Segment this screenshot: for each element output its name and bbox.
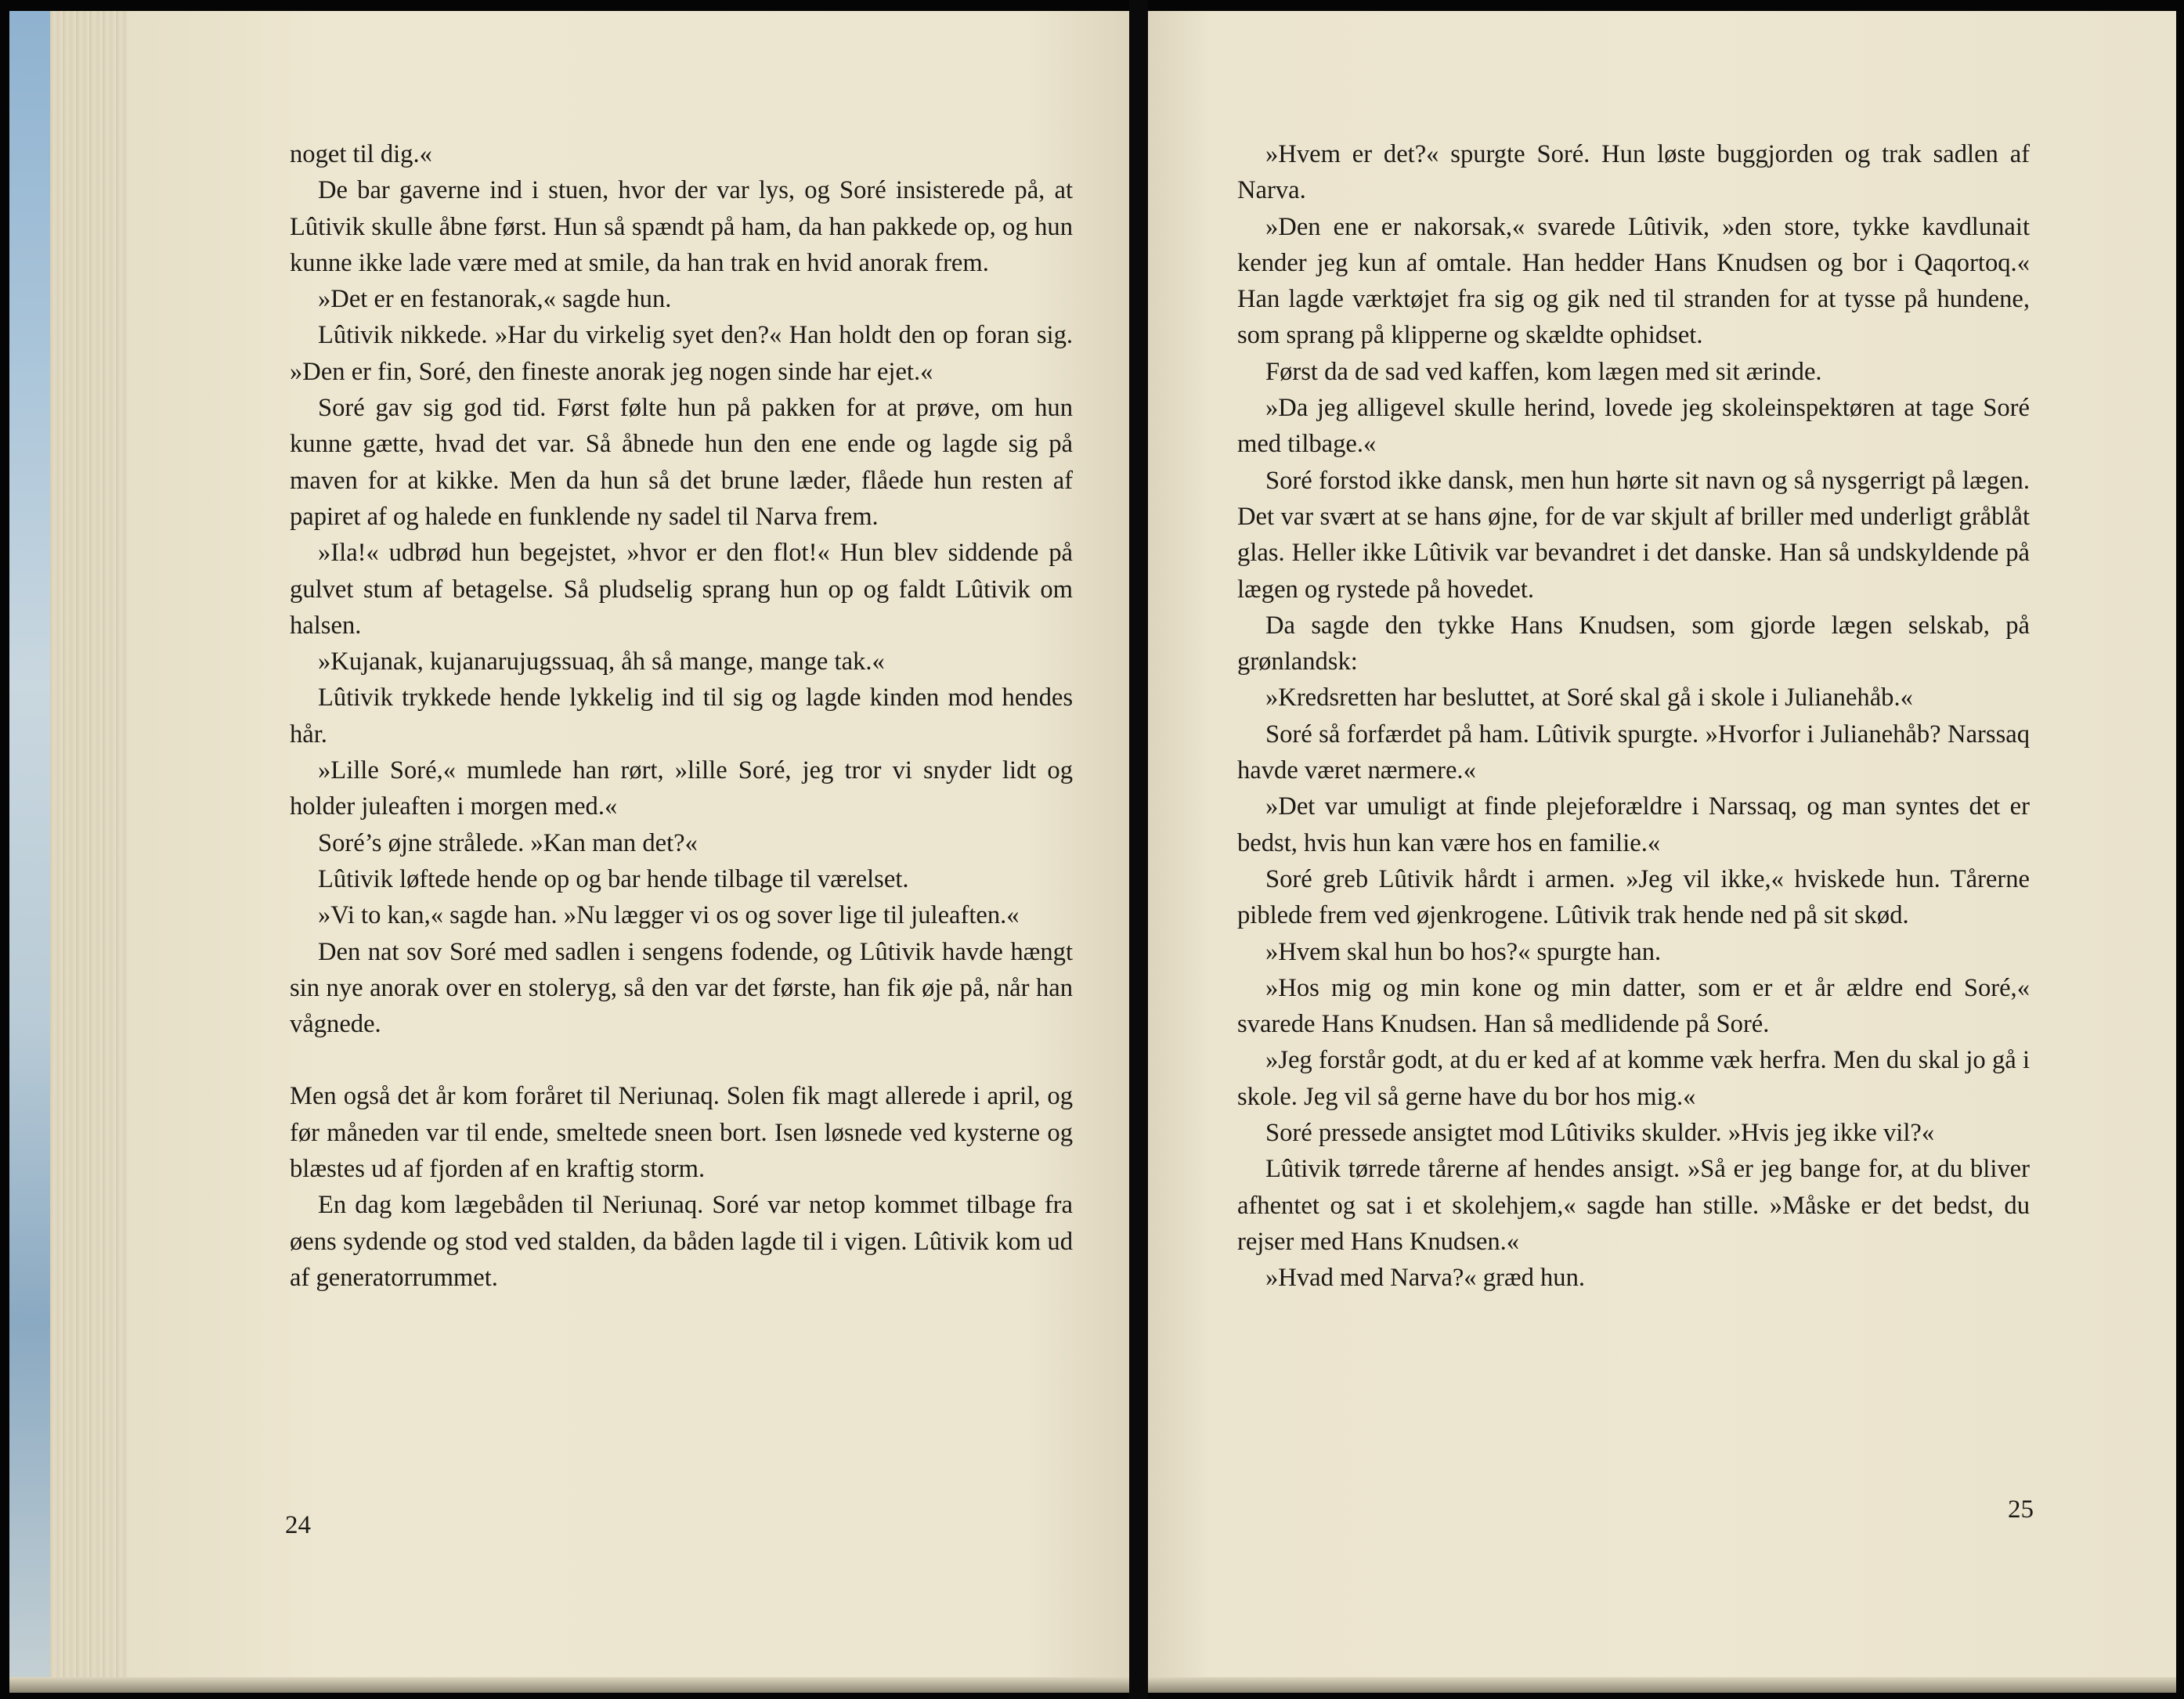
right-page-text — [1237, 136, 2030, 1297]
paragraph: »Vi to kan,« sagde han. »Nu lægger vi os og sover lige til juleaften.« — [318, 901, 1020, 930]
left-page — [9, 11, 1129, 1693]
paragraph: Lûtivik trykkede hende lykkelig ind til sig og lagde kinden mod hendes hår. — [290, 684, 1073, 748]
paragraph: De bar gaverne ind i stuen, hvor der var lys, og Soré insisterede på, at Lûtivik skulle åbne først. Hun så spændt på ham, da han pakkede op, og hun kunne ikke lade være med at smile, da han trak en hvid anorak frem. — [290, 176, 1073, 277]
paragraph: Soré pressede ansigtet mod Lûtiviks skulder. »Hvis jeg ikke vil?« — [1265, 1119, 1935, 1148]
paragraph: »Det er en festanorak,« sagde hun. — [318, 285, 672, 314]
paragraph: En dag kom lægebåden til Neriunaq. Soré var netop kommet tilbage fra øens sydende og stod ved stalden, da båden lagde til i vigen. Lûtivik kom ud af generatorrummet. — [290, 1191, 1073, 1292]
paragraph: »Jeg forstår godt, at du er ked af at komme væk herfra. Men du skal jo gå i skole. Jeg vil så gerne have du bor hos mig.« — [1237, 1046, 2030, 1111]
paragraph: Soré forstod ikke dansk, men hun hørte sit navn og så nysgerrigt på lægen. Det var svært at se hans øjne, for de var skjult af briller med underligt gråblåt glas. Heller ikke Lûtivik var bevandret i det danske. Han så undskyldende på lægen og rystede på hovedet. — [1237, 466, 2030, 604]
paragraph: »Lille Soré,« mumlede han rørt, »lille Soré, jeg tror vi snyder lidt og holder juleaften i morgen med.« — [290, 756, 1073, 821]
paragraph: Soré’s øjne strålede. »Kan man det?« — [318, 828, 698, 857]
paragraph: Da sagde den tykke Hans Knudsen, som gjorde lægen selskab, på grønlandsk: — [1237, 611, 2030, 676]
paragraph: »Kredsretten har besluttet, at Soré skal gå i skole i Julianehåb.« — [1265, 684, 1913, 712]
paragraph: »Det var umuligt at finde plejeforældre i Narssaq, og man syntes det er bedst, hvis hun kan være hos en familie.« — [1237, 792, 2030, 857]
paragraph: »Hvem er det?« spurgte Soré. Hun løste buggjorden og trak sadlen af Narva. — [1237, 140, 2030, 205]
book-gutter — [1129, 0, 1148, 1699]
section-paragraph: Men også det år kom foråret til Neriunaq. Solen fik magt allerede i april, og før måneden var til ende, smeltede sneen bort. Isen løsnede ved kysterne og blæstes ud af fjorden af en kraftig storm. — [290, 1082, 1073, 1184]
page-number: 25 — [2008, 1495, 2034, 1524]
paragraph: noget til dig.« — [290, 140, 432, 168]
paragraph: »Den ene er nakorsak,« svarede Lûtivik, »den store, tykke kavdlunait kender jeg kun af omtale. Han hedder Hans Knudsen og bor i Qaqortoq.« Han lagde værktøjet fra sig og gik ned til stranden for at tysse på hundene, som sprang på klipperne og skældte ophidset. — [1237, 212, 2030, 350]
paragraph: Først da de sad ved kaffen, kom lægen med sit ærinde. — [1265, 357, 1822, 386]
paragraph: »Ila!« udbrød hun begejstet, »hvor er den flot!« Hun blev siddende på gulvet stum af betagelse. Så pludselig sprang hun op og faldt Lûtivik om halsen. — [290, 539, 1073, 640]
paragraph: Soré greb Lûtivik hårdt i armen. »Jeg vil ikke,« hviskede hun. Tårerne piblede frem ved øjenkrogene. Lûtivik trak hende ned på sit skød. — [1237, 864, 2030, 930]
paragraph: »Hvem skal hun bo hos?« spurgte han. — [1265, 937, 1662, 966]
paragraph: »Hos mig og min kone og min datter, som er et år ældre end Soré,« svarede Hans Knudsen. Han så medlidende på Soré. — [1237, 973, 2030, 1039]
paragraph: Lûtivik løftede hende op og bar hende tilbage til værelset. — [318, 864, 909, 893]
paragraph: »Da jeg alligevel skulle herind, lovede jeg skoleinspektøren at tage Soré med tilbage.« — [1237, 394, 2030, 459]
page-number: 24 — [285, 1511, 311, 1539]
left-page-text — [290, 136, 1073, 1296]
cover-edge — [9, 11, 50, 1693]
paragraph: Soré gav sig god tid. Først følte hun på pakken for at prøve, om hun kunne gætte, hvad det var. Så åbnede hun den ene ende og lagde sig på maven for at kikke. Men da hun så det brune læder, flåede hun resten af papiret af og halede en funklende ny sadel til Narva frem. — [290, 394, 1073, 531]
paragraph: Soré så forfærdet på ham. Lûtivik spurgte. »Hvorfor i Julianehåb? Narssaq havde været nærmere.« — [1237, 720, 2030, 785]
paragraph: Lûtivik tørrede tårerne af hendes ansigt. »Så er jeg bange for, at du bliver afhentet og sat i et skolehjem,« sagde han stille. »Måske er det bedst, du rejser med Hans Knudsen.« — [1237, 1155, 2030, 1256]
right-page — [1148, 11, 2176, 1693]
page-bottom-edge — [9, 1677, 1129, 1693]
paragraph: Den nat sov Soré med sadlen i sengens fodende, og Lûtivik havde hængt sin nye anorak over en stoleryg, så den var det første, han fik øje på, når han vågnede. — [290, 937, 1073, 1039]
paragraph: »Kujanak, kujanarujugssuaq, åh så mange, mange tak.« — [318, 647, 885, 676]
paragraph: Lûtivik nikkede. »Har du virkelig syet den?« Han holdt den op foran sig. »Den er fin, Soré, den fineste anorak jeg nogen sinde har ejet.« — [290, 321, 1073, 386]
paragraph: »Hvad med Narva?« græd hun. — [1265, 1264, 1586, 1293]
page-bottom-edge — [1148, 1677, 2176, 1693]
